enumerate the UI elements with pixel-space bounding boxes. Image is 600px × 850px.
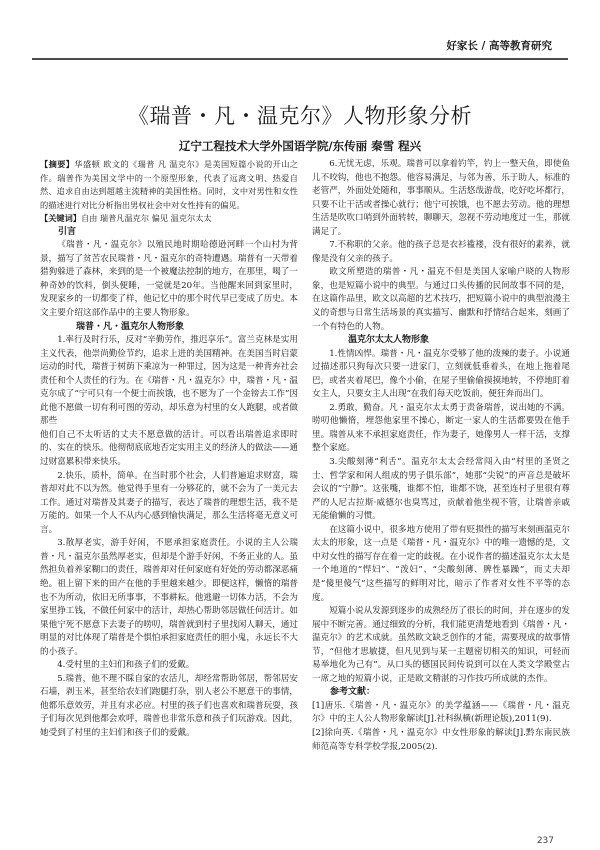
section2-paragraph: 2.勇敢，勤奋。凡・温克尔太太勇于责备瑞普，说出她的不满。唠叨他懒惰，埋怨他家里不操心，断定一家人的生活都要毁在他手里。瑞普从来不承担家庭责任，作为妻子，她像男人一样干活，支撑整个家庭。	[312, 402, 570, 454]
header-rule	[32, 58, 568, 60]
page-number: 237	[536, 836, 554, 846]
section1-heading: 瑞普・凡・温克尔人物形象	[76, 321, 185, 332]
intro-heading: 引言	[58, 226, 77, 237]
left-column	[40, 158, 298, 741]
right-paragraph: 欧文所塑造的瑞普・凡・温克不但是美国人家喻户晓的人物形象，也是短篇小说中的典型。与通过口头传播的民间故事不同的是，在这篇作品里，欧文以高超的艺术技巧，把短篇小说中的典型浪漫主义的奇想与日常生活场景的真实描写、幽默和抒情结合起来，刻画了一个有特色的人物。	[312, 267, 570, 332]
article-authors: 辽宁工程技术大学外国语学院/东传丽 秦雪 程兴	[178, 139, 422, 153]
section1-paragraph: 3.散厚老实，游手好闲，不愿承担家庭责任。小说的主人公瑞普・凡・温克尔虽然厚老实，但却是个游手好闲，不务正业的人。虽然担负着养家糊口的责任，瑞普却对任何家庭有好处的劳动都深恶痛绝。祖上留下来的田产在他的手里越来越少。即便这样，懒惰的瑞普也不为所动，依旧无所事事，不事耕耘。他逃避一切体力活，不会为家里挣工钱，不做任何家中的活计，却热心帮助邻居做任何活计。如果他宁死不愿意下去妻子的唠叨，瑞普就到村子里找闲人聊天，通过明显的对比体现了瑞普是个惧怕承担家庭责任的胆小鬼，永远长不大的小孩子。	[40, 538, 298, 657]
section2-paragraph: 在这篇小说中，很多地方使用了带有贬损性的描写来刻画温克尔太太的形象，这一点是《瑞普・凡・温克尔》中的唯一遗憾的是，文中对女性的描写存在着一定的歧视。在小说作者的描述温克尔太太是一个地道的“悍妇”、“泼妇”、“尖酸刻薄、脾性暴躁”，而丈夫却是“傻里傻气”这些描写的鲜明对比，暗示了作者对女性不平等的态度。	[312, 524, 570, 603]
right-paragraph: 7.不称职的父亲。他的孩子总是衣衫褴褛，没有很好的素养，就像是没有父亲的孩子。	[312, 240, 570, 264]
references-heading: 参考文献：	[330, 687, 376, 698]
section1-paragraph: 5.瑞普，他不理不睬自家的农活儿，却经常帮助邻居，帮邻居安石墙，剥玉米，甚至给农妇们跑腿打杂，别人老公不愿意干的事情，他都乐意效劳，并且有求必应。村里的孩子们也喜欢和瑞普玩耍，孩子们每次见到他都会欢呼，瑞普也非常乐意和孩子们玩游戏。因此，她受到了村里的主妇们和孩子们的爱戴。	[40, 673, 298, 738]
section2-heading: 温克尔太太人物形象	[348, 335, 430, 346]
section1-paragraph: 他们自己不太听话的丈夫不愿意做的活计。可以看出瑞普追求即时的、实在的快乐。他彻彻底底地否定实用主义的经济人的做法——通过财富累积带来快乐。	[40, 429, 298, 468]
abstract-text: 华盛顿 欧文的《瑞普 凡 温克尔》是美国短篇小说的开山之作。瑞普作为美国文学中的一个原型形象，代表了远离文明、热爱自然、追求自由达到超越主流精神的美国性格。同时，文中对男性和女性的描述进行对比分析指出男权社会中对女性持有的偏见。	[40, 159, 298, 210]
article-title: 《瑞普・凡・温克尔》人物形象分析	[128, 104, 472, 128]
section2-paragraph: 1.性情凶悍。瑞普・凡・温克尔受够了他的泼辣的妻子。小说通过描述那只狗每次只要一进家门，立刻就低垂着头，在地上拖着尾巴，或者夹着尾巴，像个小偷，在屋子里偷偷摸摸地转，不停地盯着女主人，只要女主人出现“在我们每天吃饭前，便狂奔而出门。	[312, 348, 570, 400]
keywords-text: 自由 瑞普凡温克尔 偏见 温克尔太太	[80, 213, 212, 224]
reference-item: [1]唐乐.《瑞普・凡・温克尔》的美学蕴涵——《瑞普・凡・温克尔》中的主人公人物形象解读[J].社科纵横(新理论版),2011(9).	[312, 700, 570, 725]
keywords-label: 【关键词】	[40, 213, 81, 224]
abstract-label: 【摘要】	[40, 159, 75, 169]
intro-paragraph: 《瑞普・凡・温克尔》以殖民地时期哈德逊河畔一个山村为背景，描写了贫苦农民瑞普・凡・温克尔的奇特遭遇。瑞普有一天带着猎狗躲进了森林，来到的是一个被魔法控制的地方，在那里，喝了一种奇妙的饮料，倒头便睡，一觉就是20年。当他醒来回到家里时，发现家乡的一切都变了样，他记忆中的那个时代早已变成了历史。本文主要介绍这部作品中的主要人物形象。	[40, 240, 298, 319]
abstract	[40, 158, 298, 212]
right-column	[312, 158, 570, 754]
section1-paragraph: 2.快乐，质朴，简单。在当时那个社会，人们普遍追求财富，瑞普却对此不以为然。他觉得手里有一分够花的，就不会为了一美元去工作。通过对瑞普及其妻子的描写，表达了瑞普的理想生活，我不是万能的。如果一个人不从内心感到愉快满足，那么生活将毫无意义可言。	[40, 470, 298, 535]
journal-header: 好家长 / 高等教育研究	[446, 40, 552, 52]
right-paragraph: 6.无忧无虑，乐观。瑞普可以拿着钓竿，钓上一整天鱼，即使鱼儿不咬钩，他也不抱怨。他容易满足，与邻为善，乐于助人，标准的老管严，外面处处随和，事事顺从。生活悠哉游哉，吃好吃坏都行，只要不让干活或者操心就行；他宁可挨饿，也不愿去劳动。他的理想生活是吹吹口哨到外面转转，聊聊天，忽视不劳动地度过一生，那就满足了。	[312, 159, 570, 237]
section1-paragraph: 4.受村里的主妇们和孩子们的爱戴。	[57, 660, 195, 671]
section1-paragraph: 1.率行及时行乐，反对“辛勤劳作，推迟享乐”。富兰克林是实用主义代表，他崇尚勤俭节约，追求上进的美国精神。在美国当时启蒙运动的时代，瑞普于树荫下乘凉为一种罪过，因为这是一种背弃社会责任和个人责任的行为。在《瑞普・凡・温克尔》中，瑞普・凡・温克尔成了“宁可只有一个便士而挨饿，也不愿为了一个金镑去工作”因此他不愿做一切有利可图的劳动，却乐意为村里的女人跑腿，或者做那些	[40, 335, 299, 427]
section2-paragraph: 短篇小说从发源到逐步的成熟经历了很长的时间，并在逐步的发展中不断完善。通过细致的分析，我们能更清楚地看到《瑞普・凡・温克尔》的艺术成就。虽然欧文缺乏创作的才能，需要现成的故事情节，“但他才思敏捷，但凡见到与某一主题密切相关的知识，可轻而易举地化为己有”。从口头的德国民间传说到可以在人类文学殿堂占一席之地的短篇小说，正是欧文精湛的习作技巧所成就的杰作。	[312, 606, 570, 684]
abstract-block	[40, 158, 298, 226]
keywords	[40, 212, 298, 226]
section2-paragraph: 3.尖酸刻薄“利舌”。温克尔太太会经常闯入由“村里的圣贤之士、哲学家和闲人组成的男子俱乐部”，她那“尖锐”的声音总是破坏会议的“宁静”。这张嘴，谁都不怕，谁都不饶，甚至连村子里很有尊严的人尼古拉斯·威德尔也臭骂过，贡献着他坐视不管，让瑞普亲戚无能偷懒的习惯。	[312, 457, 571, 522]
reference-item: [2]徐向英.《瑞普・凡・温克尔》中女性形象的解读[J].黔东南民族师范高等专科学校学报,2005(2).	[312, 727, 570, 752]
